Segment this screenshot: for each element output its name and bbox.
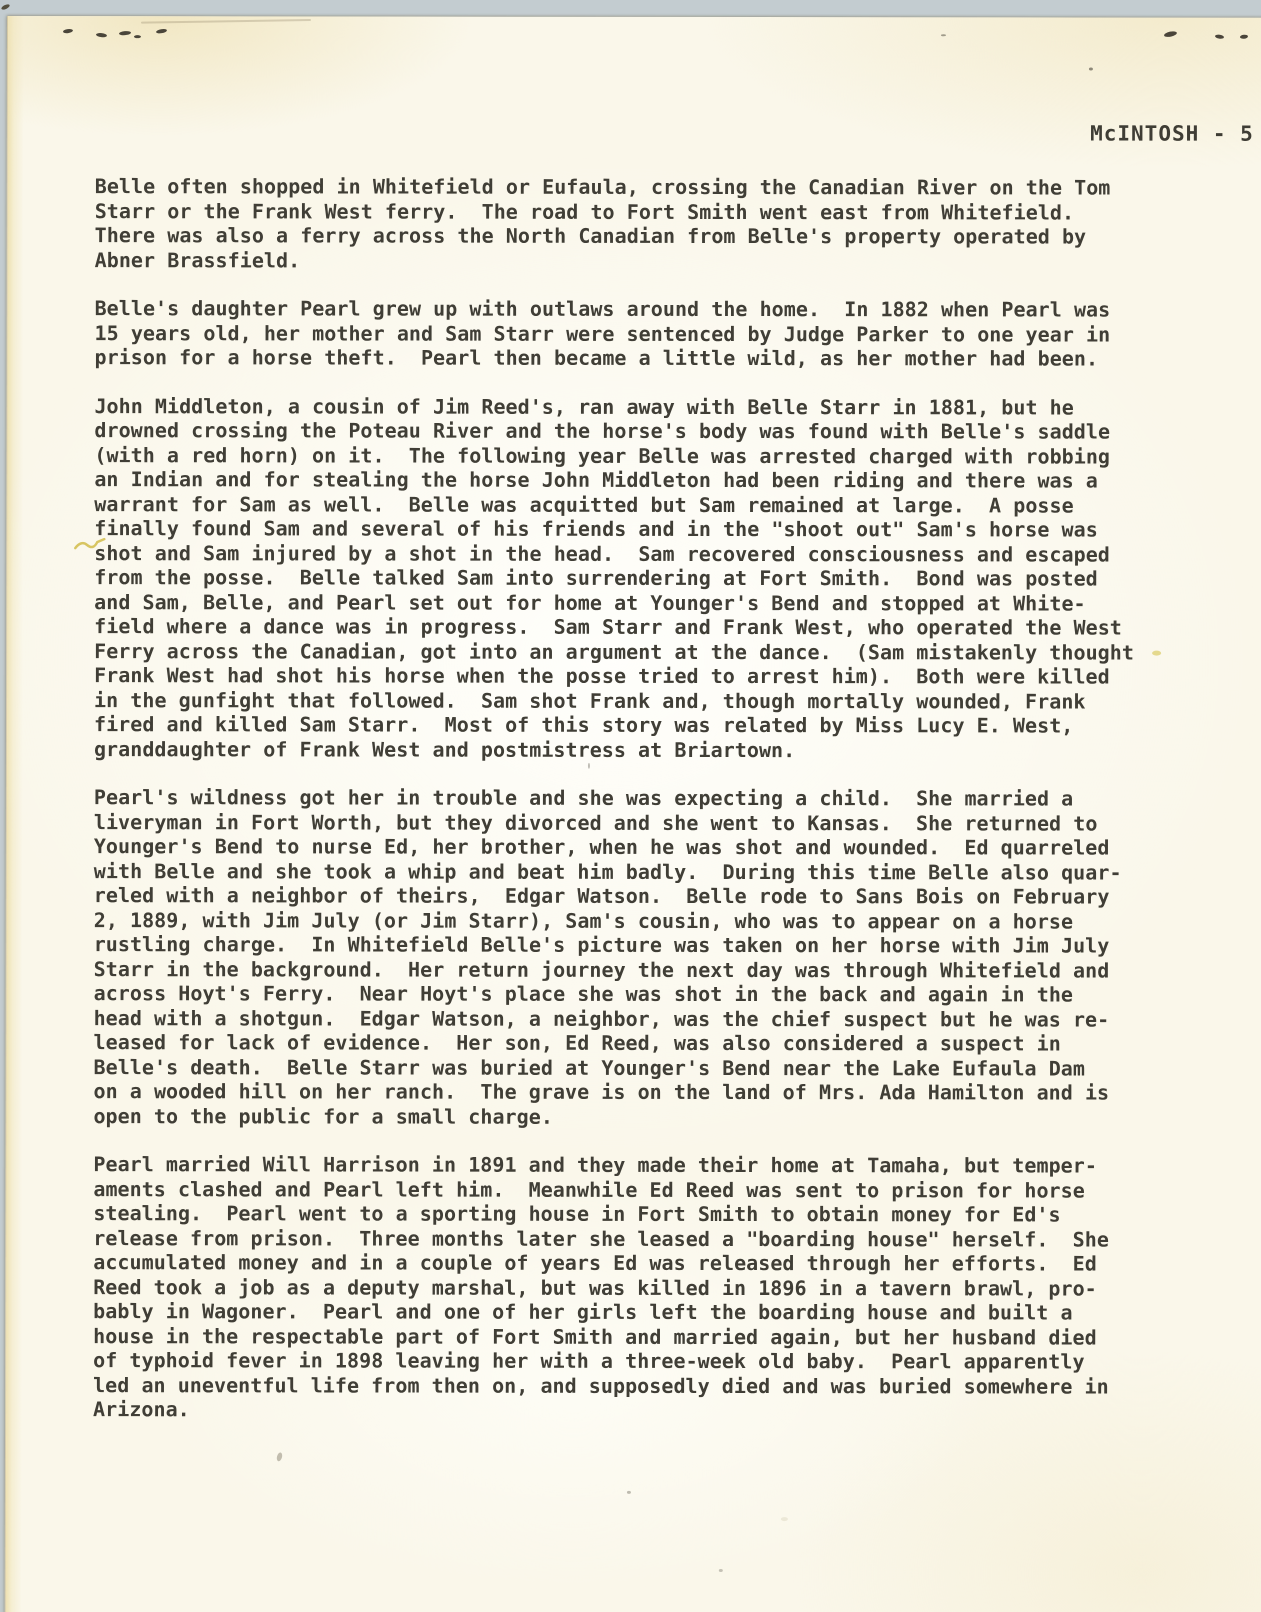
scan-speck bbox=[119, 31, 131, 36]
yellow-scratch-mark bbox=[73, 536, 107, 552]
scan-speck bbox=[781, 1517, 788, 1521]
scan-speck bbox=[588, 763, 590, 769]
scan-speck bbox=[141, 19, 311, 24]
page-header: McINTOSH - 5 bbox=[1090, 121, 1254, 146]
scan-speck bbox=[1240, 34, 1248, 39]
scan-speck bbox=[941, 34, 946, 36]
scan-speck bbox=[134, 35, 141, 38]
scan-speck bbox=[63, 28, 73, 33]
paragraph: Belle's daughter Pearl grew up with outlaws around the home. In 1882 when Pearl was 15 years old, her mother and Sam Starr were sentenced by Judge Parker to one year in prison for a horse theft. Pearl then became a little wild, as her mother had been. bbox=[94, 296, 1111, 371]
scan-speck bbox=[1, 3, 11, 10]
paragraph: Pearl married Will Harrison in 1891 and they made their home at Tamaha, but temper- aments clashed and Pearl left him. Meanwhile Ed Reed was sent to prison for horse stealing. Pearl went to a sporting house in Fort Smith to obtain money for Ed's release from prison. Three months later she leased a "boarding house" herself. She accumulated money and in a couple of years Ed was released through her efforts. Ed Reed took a job as a deputy marshal, but was killed in 1896 in a tavern brawl, pro- bably in Wagoner. Pearl and one of her girls left the boarding house and built a house in the respectable part of Fort Smith and married again, but her husband died of typhoid fever in 1898 leaving her with a three-week old baby. Pearl apparently led an uneventful life from then on, and supposedly died and was buried somewhere in Arizona. bbox=[93, 1152, 1109, 1422]
yellow-smudge bbox=[1152, 651, 1161, 656]
paragraph: Belle often shopped in Whitefield or Eufaula, crossing the Canadian River on the Tom Starr or the Frank West ferry. The road to Fort Smith went east from Whitefield. There was also a ferry across the North Canadian from Belle's property operated by Abner Brassfield. bbox=[94, 174, 1111, 272]
scan-speck bbox=[156, 28, 168, 34]
scan-speck bbox=[627, 1491, 631, 1494]
paragraph: John Middleton, a cousin of Jim Reed's, ran away with Belle Starr in 1881, but he drowned crossing the Poteau River and the horse's body was found with Belle's saddle (with a red horn) on it. The following year Belle was arrested charged with robbing an Indian and for stealing the horse John Middleton had been riding and there was a warrant for Sam as well. Belle was acquitted but Sam remained at large. A posse finally found Sam and several of his friends and in the "shoot out" Sam's horse was shot and Sam injured by a shot in the head. Sam recovered consciousness and escaped from the posse. Belle talked Sam into surrendering at Fort Smith. Bond was posted and Sam, Belle, and Pearl set out for home at Younger's Bend and stopped at White- field where a dance was in progress. Sam Starr and Frank West, who operated the West Ferry across the Canadian, got into an argument at the dance. (Sam mistakenly thought Frank West had shot his horse when the posse tried to arrest him). Both were killed in the gunfight that followed. Sam shot Frank and, though mortally wounded, Frank fired and killed Sam Starr. Most of this story was related by Miss Lucy E. West, granddaughter of Frank West and postmistress at Briartown. bbox=[93, 393, 1134, 762]
paragraph: Pearl's wildness got her in trouble and she was expecting a child. She married a liveryman in Fort Worth, but they divorced and she went to Kansas. She returned to Younger's Bend to nurse Ed, her brother, when he was shot and wounded. Ed quarreled with Belle and she took a whip and beat him badly. During this time Belle also quar- reled with a neighbor of theirs, Edgar Watson. Belle rode to Sans Bois on February 2, 1889, with Jim July (or Jim Starr), Sam's cousin, who was to appear on a horse rustling charge. In Whitefield Belle's picture was taken on her horse with Jim July Starr in the background. Her return journey the next day was through Whitefield and across Hoyt's Ferry. Near Hoyt's place she was shot in the back and again in the head with a shotgun. Edgar Watson, a neighbor, was the chief suspect but he was re- leased for lack of evidence. Her son, Ed Reed, was also considered a suspect in Belle's death. Belle Starr was buried at Younger's Bend near the Lake Eufaula Dam on a wooded hill on her ranch. The grave is on the land of Mrs. Ada Hamilton and is open to the public for a small charge. bbox=[93, 785, 1122, 1129]
paper-sheet bbox=[5, 16, 1261, 1612]
scan-speck bbox=[276, 1452, 283, 1462]
scan-speck bbox=[1089, 68, 1093, 71]
scan-speck bbox=[719, 1569, 723, 1572]
scan-speck bbox=[1215, 34, 1224, 39]
document-body bbox=[93, 174, 1165, 1447]
scan-speck bbox=[1164, 30, 1178, 38]
scan-speck bbox=[96, 33, 107, 38]
